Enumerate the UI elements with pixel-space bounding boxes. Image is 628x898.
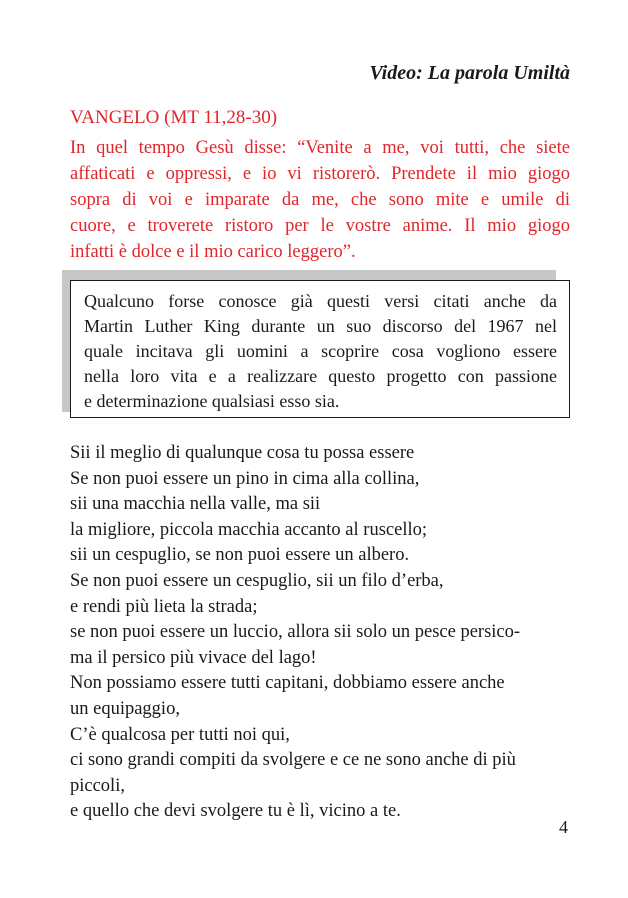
gospel-heading: VANGELO (MT 11,28-30) [70,107,278,128]
quote-line: nella loro vita e a realizzare questo progetto con passione [84,366,557,386]
gospel-line: affaticati e oppressi, e io vi ristorerò. Prendete il mio giogo [70,164,570,184]
quote-line: Qualcuno forse conosce già questi versi citati anche da [84,291,557,311]
poem-line: un equipaggio, [70,698,180,719]
poem-line: se non puoi essere un luccio, allora sii solo un pesce persico- [70,622,521,643]
poem-line: C’è qualcosa per tutti noi qui, [70,724,290,745]
quote-box [70,280,570,418]
poem-line: Sii il meglio di qualunque cosa tu possa essere [70,443,415,463]
poem-line: ci sono grandi compiti da svolgere e ce ne sono anche di più [70,750,516,771]
gospel-line: cuore, e troverete ristoro per le vostre anime. Il mio giogo [70,216,570,236]
poem-line: e quello che devi svolgere tu è lì, vicino a te. [70,801,401,822]
gospel-line: infatti è dolce e il mio carico leggero”. [70,242,356,262]
poem-line: la migliore, piccola macchia accanto al ruscello; [70,519,427,540]
poem-line: sii un cespuglio, se non puoi essere un albero. [70,545,410,566]
quote-line: Martin Luther King durante un suo discorso del 1967 nel [84,316,557,336]
poem-line: Se non puoi essere un pino in cima alla collina, [70,468,420,489]
quote-line: e determinazione qualsiasi esso sia. [84,391,340,411]
poem-line: sii una macchia nella valle, ma sii [70,494,321,515]
gospel-line: sopra di voi e imparate da me, che sono mite e umile di [70,190,570,210]
poem [70,441,580,825]
page-number: 4 [559,817,568,837]
poem-line: e rendi più lieta la strada; [70,596,258,617]
poem-line: ma il persico più vivace del lago! [70,647,317,668]
poem-line: piccoli, [70,775,125,796]
gospel-line: In quel tempo Gesù disse: “Venite a me, voi tutti, che siete [70,138,570,158]
quote-line: quale incitava gli uomini a scoprire cosa vogliono essere [84,341,557,361]
video-title: Video: La parola Umiltà [369,62,570,84]
poem-line: Non possiamo essere tutti capitani, dobbiamo essere anche [70,673,505,694]
gospel-passage [70,135,570,265]
poem-line: Se non puoi essere un cespuglio, sii un filo d’erba, [70,570,444,591]
